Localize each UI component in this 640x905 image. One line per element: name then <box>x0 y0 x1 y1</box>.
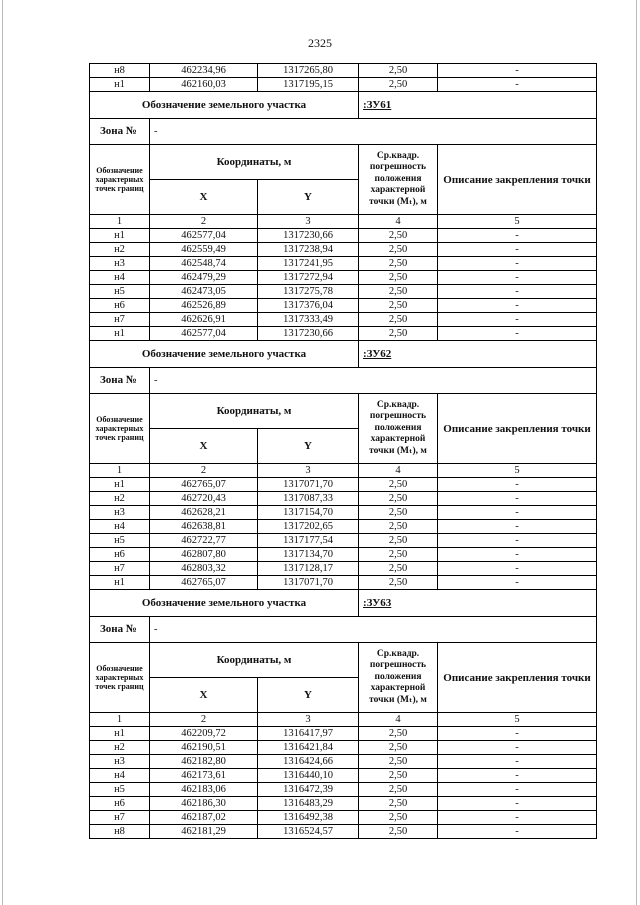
error-cell: 2,50 <box>359 257 438 271</box>
column-number: 1 <box>90 464 150 478</box>
x-cell: 462186,30 <box>150 797 258 811</box>
desc-cell: - <box>438 548 597 562</box>
x-cell: 462181,29 <box>150 825 258 839</box>
table-row <box>90 783 597 797</box>
point-cell: н8 <box>90 825 150 839</box>
point-cell: н1 <box>90 327 150 341</box>
x-cell: 462190,51 <box>150 741 258 755</box>
point-cell: н2 <box>90 492 150 506</box>
y-cell: 1317087,33 <box>258 492 359 506</box>
desc-cell: - <box>438 64 597 78</box>
x-cell: 462209,72 <box>150 727 258 741</box>
y-cell: 1316483,29 <box>258 797 359 811</box>
point-cell: н5 <box>90 783 150 797</box>
point-cell: н2 <box>90 243 150 257</box>
point-cell: н5 <box>90 285 150 299</box>
y-cell: 1317154,70 <box>258 506 359 520</box>
x-cell: 462628,21 <box>150 506 258 520</box>
error-cell: 2,50 <box>359 520 438 534</box>
table-row <box>90 562 597 576</box>
x-cell: 462559,49 <box>150 243 258 257</box>
point-cell: н8 <box>90 64 150 78</box>
plot-id-row <box>90 590 597 617</box>
y-cell: 1317071,70 <box>258 576 359 590</box>
point-cell: н3 <box>90 257 150 271</box>
column-number: 5 <box>438 215 597 229</box>
x-cell: 462182,80 <box>150 755 258 769</box>
error-cell: 2,50 <box>359 299 438 313</box>
desc-cell: - <box>438 534 597 548</box>
column-number: 2 <box>150 464 258 478</box>
column-number: 2 <box>150 713 258 727</box>
zone-value: - <box>150 119 597 145</box>
desc-cell: - <box>438 783 597 797</box>
error-cell: 2,50 <box>359 548 438 562</box>
error-cell: 2,50 <box>359 797 438 811</box>
table-row <box>90 520 597 534</box>
table-row <box>90 478 597 492</box>
table-row <box>90 78 597 92</box>
desc-cell: - <box>438 769 597 783</box>
y-cell: 1316424,66 <box>258 755 359 769</box>
error-cell: 2,50 <box>359 727 438 741</box>
x-cell: 462722,77 <box>150 534 258 548</box>
x-cell: 462479,29 <box>150 271 258 285</box>
error-cell: 2,50 <box>359 313 438 327</box>
desc-cell: - <box>438 576 597 590</box>
error-cell: 2,50 <box>359 562 438 576</box>
column-number-row <box>90 464 597 478</box>
column-number: 4 <box>359 464 438 478</box>
column-number: 3 <box>258 464 359 478</box>
table-row <box>90 271 597 285</box>
zone-row <box>90 368 597 394</box>
y-cell: 1316421,84 <box>258 741 359 755</box>
y-cell: 1317230,66 <box>258 327 359 341</box>
header-error: Ср.квадр. погрешность положения характерной точки (Mₜ), м <box>359 394 438 464</box>
table-row <box>90 492 597 506</box>
x-cell: 462173,61 <box>150 769 258 783</box>
error-cell: 2,50 <box>359 271 438 285</box>
table-row <box>90 755 597 769</box>
zone-value: - <box>150 368 597 394</box>
desc-cell: - <box>438 825 597 839</box>
point-cell: н2 <box>90 741 150 755</box>
point-cell: н7 <box>90 811 150 825</box>
x-cell: 462187,02 <box>150 811 258 825</box>
table-row <box>90 548 597 562</box>
table-row <box>90 299 597 313</box>
column-number: 2 <box>150 215 258 229</box>
error-cell: 2,50 <box>359 825 438 839</box>
header-description: Описание закрепления точки <box>438 145 597 215</box>
point-cell: н1 <box>90 576 150 590</box>
point-cell: н1 <box>90 229 150 243</box>
error-cell: 2,50 <box>359 576 438 590</box>
table-row <box>90 811 597 825</box>
header-coordinates: Координаты, м <box>150 394 359 429</box>
x-cell: 462765,07 <box>150 478 258 492</box>
plot-label: Обозначение земельного участка <box>90 341 359 368</box>
plot-id: :ЗУ63 <box>359 590 597 617</box>
x-cell: 462473,05 <box>150 285 258 299</box>
header-description: Описание закрепления точки <box>438 643 597 713</box>
point-cell: н1 <box>90 478 150 492</box>
x-cell: 462234,96 <box>150 64 258 78</box>
error-cell: 2,50 <box>359 229 438 243</box>
coordinates-table <box>89 63 597 839</box>
desc-cell: - <box>438 811 597 825</box>
y-cell: 1317230,66 <box>258 229 359 243</box>
x-cell: 462160,03 <box>150 78 258 92</box>
table-row <box>90 285 597 299</box>
x-cell: 462577,04 <box>150 327 258 341</box>
point-cell: н1 <box>90 727 150 741</box>
desc-cell: - <box>438 562 597 576</box>
table-row <box>90 797 597 811</box>
plot-label: Обозначение земельного участка <box>90 590 359 617</box>
header-y: Y <box>258 678 359 713</box>
x-cell: 462526,89 <box>150 299 258 313</box>
column-number-row <box>90 713 597 727</box>
x-cell: 462765,07 <box>150 576 258 590</box>
error-cell: 2,50 <box>359 755 438 769</box>
plot-id: :ЗУ62 <box>359 341 597 368</box>
x-cell: 462626,91 <box>150 313 258 327</box>
x-cell: 462803,32 <box>150 562 258 576</box>
x-cell: 462577,04 <box>150 229 258 243</box>
column-number: 1 <box>90 713 150 727</box>
desc-cell: - <box>438 257 597 271</box>
error-cell: 2,50 <box>359 478 438 492</box>
error-cell: 2,50 <box>359 64 438 78</box>
point-cell: н7 <box>90 562 150 576</box>
y-cell: 1316492,38 <box>258 811 359 825</box>
table-row <box>90 229 597 243</box>
header-points: Обозначение характерных точек границ <box>90 643 150 713</box>
y-cell: 1317177,54 <box>258 534 359 548</box>
y-cell: 1317202,65 <box>258 520 359 534</box>
table-row <box>90 769 597 783</box>
header-coordinates: Координаты, м <box>150 145 359 180</box>
column-number: 3 <box>258 215 359 229</box>
y-cell: 1317265,80 <box>258 64 359 78</box>
point-cell: н6 <box>90 548 150 562</box>
point-cell: н3 <box>90 506 150 520</box>
table-row <box>90 243 597 257</box>
table-row <box>90 534 597 548</box>
point-cell: н5 <box>90 534 150 548</box>
desc-cell: - <box>438 506 597 520</box>
desc-cell: - <box>438 229 597 243</box>
coordinates-table-body <box>90 64 597 839</box>
header-error: Ср.квадр. погрешность положения характерной точки (Mₜ), м <box>359 145 438 215</box>
table-row <box>90 257 597 271</box>
x-cell: 462807,80 <box>150 548 258 562</box>
error-cell: 2,50 <box>359 769 438 783</box>
desc-cell: - <box>438 478 597 492</box>
desc-cell: - <box>438 797 597 811</box>
column-number: 5 <box>438 713 597 727</box>
column-number: 4 <box>359 713 438 727</box>
x-cell: 462720,43 <box>150 492 258 506</box>
column-number-row <box>90 215 597 229</box>
scan-edge-right <box>636 0 637 905</box>
y-cell: 1316524,57 <box>258 825 359 839</box>
desc-cell: - <box>438 313 597 327</box>
desc-cell: - <box>438 727 597 741</box>
desc-cell: - <box>438 243 597 257</box>
table-row <box>90 576 597 590</box>
error-cell: 2,50 <box>359 285 438 299</box>
header-points: Обозначение характерных точек границ <box>90 145 150 215</box>
y-cell: 1317195,15 <box>258 78 359 92</box>
y-cell: 1317134,70 <box>258 548 359 562</box>
table-row <box>90 313 597 327</box>
header-x: X <box>150 429 258 464</box>
y-cell: 1316440,10 <box>258 769 359 783</box>
error-cell: 2,50 <box>359 534 438 548</box>
x-cell: 462638,81 <box>150 520 258 534</box>
table-row <box>90 825 597 839</box>
header-points: Обозначение характерных точек границ <box>90 394 150 464</box>
point-cell: н7 <box>90 313 150 327</box>
header-row <box>90 145 597 180</box>
error-cell: 2,50 <box>359 811 438 825</box>
desc-cell: - <box>438 741 597 755</box>
error-cell: 2,50 <box>359 327 438 341</box>
header-x: X <box>150 180 258 215</box>
plot-label: Обозначение земельного участка <box>90 92 359 119</box>
error-cell: 2,50 <box>359 506 438 520</box>
desc-cell: - <box>438 755 597 769</box>
zone-row <box>90 617 597 643</box>
desc-cell: - <box>438 492 597 506</box>
y-cell: 1317272,94 <box>258 271 359 285</box>
y-cell: 1317128,17 <box>258 562 359 576</box>
error-cell: 2,50 <box>359 741 438 755</box>
point-cell: н6 <box>90 299 150 313</box>
header-y: Y <box>258 429 359 464</box>
desc-cell: - <box>438 520 597 534</box>
header-x: X <box>150 678 258 713</box>
y-cell: 1316417,97 <box>258 727 359 741</box>
desc-cell: - <box>438 299 597 313</box>
table-row <box>90 327 597 341</box>
table-row <box>90 506 597 520</box>
y-cell: 1317241,95 <box>258 257 359 271</box>
column-number: 3 <box>258 713 359 727</box>
plot-id-row <box>90 341 597 368</box>
y-cell: 1316472,39 <box>258 783 359 797</box>
zone-label: Зона № <box>90 617 150 643</box>
scan-edge-left <box>2 0 3 905</box>
column-number: 4 <box>359 215 438 229</box>
column-number: 5 <box>438 464 597 478</box>
table-row <box>90 727 597 741</box>
desc-cell: - <box>438 78 597 92</box>
y-cell: 1317071,70 <box>258 478 359 492</box>
desc-cell: - <box>438 271 597 285</box>
point-cell: н4 <box>90 769 150 783</box>
y-cell: 1317238,94 <box>258 243 359 257</box>
plot-id: :ЗУ61 <box>359 92 597 119</box>
plot-id-row <box>90 92 597 119</box>
header-error: Ср.квадр. погрешность положения характерной точки (Mₜ), м <box>359 643 438 713</box>
page-number: 2325 <box>308 36 332 50</box>
desc-cell: - <box>438 327 597 341</box>
point-cell: н4 <box>90 520 150 534</box>
y-cell: 1317376,04 <box>258 299 359 313</box>
header-coordinates: Координаты, м <box>150 643 359 678</box>
x-cell: 462548,74 <box>150 257 258 271</box>
zone-value: - <box>150 617 597 643</box>
zone-label: Зона № <box>90 119 150 145</box>
header-row <box>90 394 597 429</box>
zone-row <box>90 119 597 145</box>
header-row <box>90 643 597 678</box>
point-cell: н6 <box>90 797 150 811</box>
error-cell: 2,50 <box>359 78 438 92</box>
desc-cell: - <box>438 285 597 299</box>
zone-label: Зона № <box>90 368 150 394</box>
table-row <box>90 741 597 755</box>
point-cell: н1 <box>90 78 150 92</box>
error-cell: 2,50 <box>359 492 438 506</box>
table-row <box>90 64 597 78</box>
y-cell: 1317275,78 <box>258 285 359 299</box>
point-cell: н3 <box>90 755 150 769</box>
x-cell: 462183,06 <box>150 783 258 797</box>
column-number: 1 <box>90 215 150 229</box>
point-cell: н4 <box>90 271 150 285</box>
header-description: Описание закрепления точки <box>438 394 597 464</box>
error-cell: 2,50 <box>359 783 438 797</box>
header-y: Y <box>258 180 359 215</box>
y-cell: 1317333,49 <box>258 313 359 327</box>
error-cell: 2,50 <box>359 243 438 257</box>
